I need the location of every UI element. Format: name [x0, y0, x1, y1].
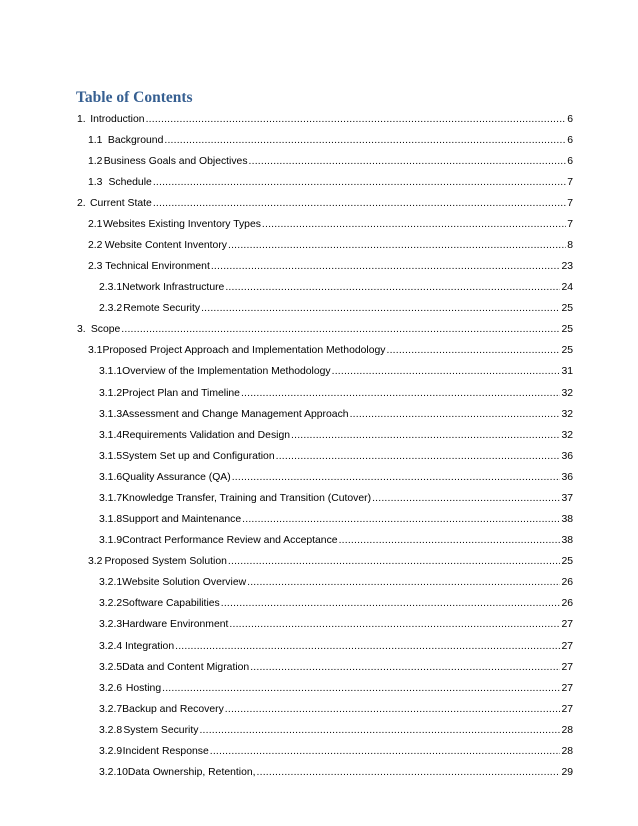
toc-dot-leader: [199, 724, 560, 737]
toc-entry-number: 3.1.8: [99, 514, 123, 526]
toc-entry[interactable]: [99, 302, 573, 315]
toc-entry-page-number: 8: [567, 239, 573, 251]
toc-entry-page-number: 25: [561, 324, 573, 336]
toc-dot-leader: [162, 682, 560, 695]
toc-entry[interactable]: [99, 281, 573, 294]
toc-entry[interactable]: [99, 618, 573, 631]
toc-entry-page-number: 27: [561, 703, 573, 715]
toc-entry-number: 3.1.1: [99, 366, 123, 378]
toc-entry-label: Assessment and Change Management Approach: [122, 408, 349, 420]
toc-entry[interactable]: [99, 745, 573, 758]
toc-entry-page-number: 6: [567, 134, 573, 146]
toc-entry-number: 2.2: [88, 239, 103, 251]
toc-entry[interactable]: [99, 408, 573, 421]
toc-dot-leader: [225, 703, 561, 716]
toc-entry-page-number: 26: [561, 577, 573, 589]
toc-entry-label: Integration: [125, 640, 175, 652]
toc-entry[interactable]: [88, 555, 573, 568]
toc-entry-number: 1.: [77, 113, 86, 125]
toc-entry[interactable]: [99, 703, 573, 716]
toc-entry[interactable]: [99, 513, 573, 526]
toc-entry-number: 2.1: [88, 218, 103, 230]
toc-entry-label: Software Capabilities: [122, 598, 220, 610]
toc-entry-label: Website Solution Overview: [122, 577, 247, 589]
toc-dot-leader: [229, 618, 560, 631]
toc-entry[interactable]: [99, 640, 573, 653]
toc-entry-number: 2.3.1: [99, 282, 123, 294]
toc-dot-leader: [175, 640, 560, 653]
toc-entry-page-number: 7: [567, 218, 573, 230]
toc-entry[interactable]: [88, 218, 573, 231]
toc-entry-page-number: 27: [561, 640, 573, 652]
toc-entry-number: 1.2: [88, 155, 103, 167]
toc-entry[interactable]: [99, 576, 573, 589]
toc-entry-number: 1.1: [88, 134, 103, 146]
toc-entry-label: Remote Security: [123, 303, 201, 315]
toc-entry-number: 3.2.2: [99, 598, 123, 610]
toc-entry-page-number: 25: [561, 345, 573, 357]
toc-entry-number: 2.3: [88, 261, 103, 273]
toc-entry-label: Websites Existing Inventory Types: [103, 218, 261, 230]
toc-entry-number: 3.1.9: [99, 535, 123, 547]
toc-entry-label: Technical Environment: [105, 261, 210, 273]
toc-entry-label: Network Infrastructure: [122, 282, 225, 294]
toc-entry-number: 3.1.6: [99, 471, 123, 483]
toc-entry-number: 2.3.2: [99, 303, 123, 315]
toc-entry-page-number: 36: [561, 471, 573, 483]
toc-entry[interactable]: [99, 682, 573, 695]
toc-entry-number: 3.1.7: [99, 492, 123, 504]
toc-entry-page-number: 36: [561, 450, 573, 462]
toc-entry-number: 3.2.3: [99, 619, 123, 631]
toc-dot-leader: [228, 239, 566, 252]
toc-entry[interactable]: [99, 450, 573, 463]
toc-entry[interactable]: [99, 365, 573, 378]
toc-entry-page-number: 32: [561, 387, 573, 399]
toc-entry-page-number: 27: [561, 619, 573, 631]
toc-dot-leader: [350, 408, 561, 421]
toc-entry-page-number: 29: [561, 766, 573, 778]
toc-entry-page-number: 7: [567, 176, 573, 188]
toc-entry[interactable]: [99, 766, 573, 779]
toc-entry[interactable]: [77, 113, 573, 126]
toc-entry-number: 3.1.3: [99, 408, 123, 420]
toc-dot-leader: [146, 113, 567, 126]
toc-dot-leader: [257, 766, 561, 779]
toc-entry-label: Backup and Recovery: [122, 703, 224, 715]
toc-entry-number: 3.1.4: [99, 429, 123, 441]
toc-dot-leader: [249, 155, 567, 168]
toc-entry-label: Contract Performance Review and Acceptance: [122, 535, 338, 547]
toc-dot-leader: [262, 218, 566, 231]
toc-entry-number: 3.2.8: [99, 724, 123, 736]
toc-entry-number: 2.: [77, 197, 86, 209]
toc-entry[interactable]: [99, 492, 573, 505]
toc-entry-page-number: 37: [561, 492, 573, 504]
toc-title: Table of Contents: [76, 89, 193, 106]
toc-entry-page-number: 6: [567, 113, 573, 125]
toc-entry-label: Data and Content Migration: [122, 661, 250, 673]
toc-entry-label: Knowledge Transfer, Training and Transition (Cutover): [122, 492, 372, 504]
toc-entry-page-number: 27: [561, 661, 573, 673]
toc-entry[interactable]: [88, 239, 573, 252]
toc-dot-leader: [332, 365, 561, 378]
toc-entry[interactable]: [77, 197, 573, 210]
toc-entry-number: 3.2.1: [99, 577, 123, 589]
toc-entry[interactable]: [88, 134, 573, 147]
toc-entry-number: 3.: [77, 324, 86, 336]
toc-entry-label: Overview of the Implementation Methodology: [122, 366, 331, 378]
toc-entry-label: Business Goals and Objectives: [103, 155, 248, 167]
toc-entry[interactable]: [99, 429, 573, 442]
toc-entry-label: Project Plan and Timeline: [122, 387, 240, 399]
toc-dot-leader: [387, 344, 561, 357]
toc-dot-leader: [153, 197, 566, 210]
toc-dot-leader: [291, 429, 560, 442]
toc-entry-page-number: 24: [561, 282, 573, 294]
toc-entry-number: 3.1.5: [99, 450, 123, 462]
toc-entry-label: Introduction: [90, 113, 145, 125]
toc-entry-label: Scope: [90, 324, 121, 336]
toc-entry-page-number: 27: [561, 682, 573, 694]
toc-entry-page-number: 28: [561, 745, 573, 757]
toc-entry-number: 3.2: [88, 556, 103, 568]
toc-entry-page-number: 38: [561, 514, 573, 526]
toc-entry-page-number: 32: [561, 408, 573, 420]
toc-entry-page-number: 25: [561, 303, 573, 315]
toc-entry-label: System Security: [123, 724, 199, 736]
toc-entry-page-number: 28: [561, 724, 573, 736]
toc-entry-number: 3.2.10: [99, 766, 128, 778]
toc-entry-page-number: 7: [567, 197, 573, 209]
toc-entry-label: Support and Maintenance: [122, 514, 242, 526]
toc-entry-label: Quality Assurance (QA): [122, 471, 231, 483]
toc-entry-label: Background: [107, 134, 164, 146]
toc-dot-leader: [164, 134, 566, 147]
toc-entry-page-number: 26: [561, 598, 573, 610]
toc-dot-leader: [225, 281, 560, 294]
toc-dot-leader: [241, 387, 560, 400]
toc-entry[interactable]: [88, 260, 573, 273]
toc-dot-leader: [210, 745, 561, 758]
toc-entry[interactable]: [88, 344, 573, 357]
toc-entry-number: 3.2.6: [99, 682, 123, 694]
toc-dot-leader: [228, 555, 561, 568]
toc-entry-number: 3.2.5: [99, 661, 123, 673]
toc-entry-number: 3.1: [88, 345, 103, 357]
toc-entry-page-number: 25: [561, 556, 573, 568]
toc-entry-label: Website Content Inventory: [104, 239, 227, 251]
toc-dot-leader: [242, 513, 560, 526]
toc-entry-number: 1.3: [88, 176, 103, 188]
toc-entry[interactable]: [99, 597, 573, 610]
toc-dot-leader: [221, 597, 561, 610]
toc-dot-leader: [339, 534, 561, 547]
toc-entry-number: 3.2.4: [99, 640, 123, 652]
toc-entry-label: Schedule: [108, 176, 152, 188]
toc-entry-label: System Set up and Configuration: [122, 450, 275, 462]
toc-dot-leader: [211, 260, 561, 273]
toc-entry[interactable]: [99, 387, 573, 400]
toc-entry-number: 3.1.2: [99, 387, 123, 399]
toc-entry-label: Hardware Environment: [122, 619, 229, 631]
toc-dot-leader: [232, 471, 561, 484]
toc-entry-label: Incident Response: [122, 745, 209, 757]
toc-dot-leader: [372, 492, 560, 505]
toc-entry[interactable]: [99, 724, 573, 737]
toc-entry-page-number: 23: [561, 261, 573, 273]
toc-entry-page-number: 32: [561, 429, 573, 441]
toc-dot-leader: [250, 661, 560, 674]
toc-entry[interactable]: [77, 323, 573, 336]
toc-entry-page-number: 6: [567, 155, 573, 167]
toc-dot-leader: [201, 302, 560, 315]
toc-entry-label: Proposed System Solution: [104, 556, 227, 568]
toc-entry[interactable]: [88, 176, 573, 189]
toc-dot-leader: [153, 176, 566, 189]
toc-entry-label: Current State: [90, 197, 152, 209]
toc-entry-label: Requirements Validation and Design: [122, 429, 291, 441]
toc-entry-label: Proposed Project Approach and Implementation Methodology: [102, 345, 386, 357]
toc-dot-leader: [121, 323, 560, 336]
toc-entry[interactable]: [88, 155, 573, 168]
toc-entry[interactable]: [99, 471, 573, 484]
toc-entry-label: Data Ownership, Retention,: [127, 766, 256, 778]
toc-dot-leader: [276, 450, 561, 463]
toc-entry[interactable]: [99, 661, 573, 674]
toc-entry-page-number: 38: [561, 535, 573, 547]
toc-entry-number: 3.2.9: [99, 745, 123, 757]
toc-dot-leader: [247, 576, 560, 589]
toc-entry-page-number: 31: [561, 366, 573, 378]
toc-entry[interactable]: [99, 534, 573, 547]
toc-entry-number: 3.2.7: [99, 703, 123, 715]
toc-entry-label: Hosting: [125, 682, 162, 694]
